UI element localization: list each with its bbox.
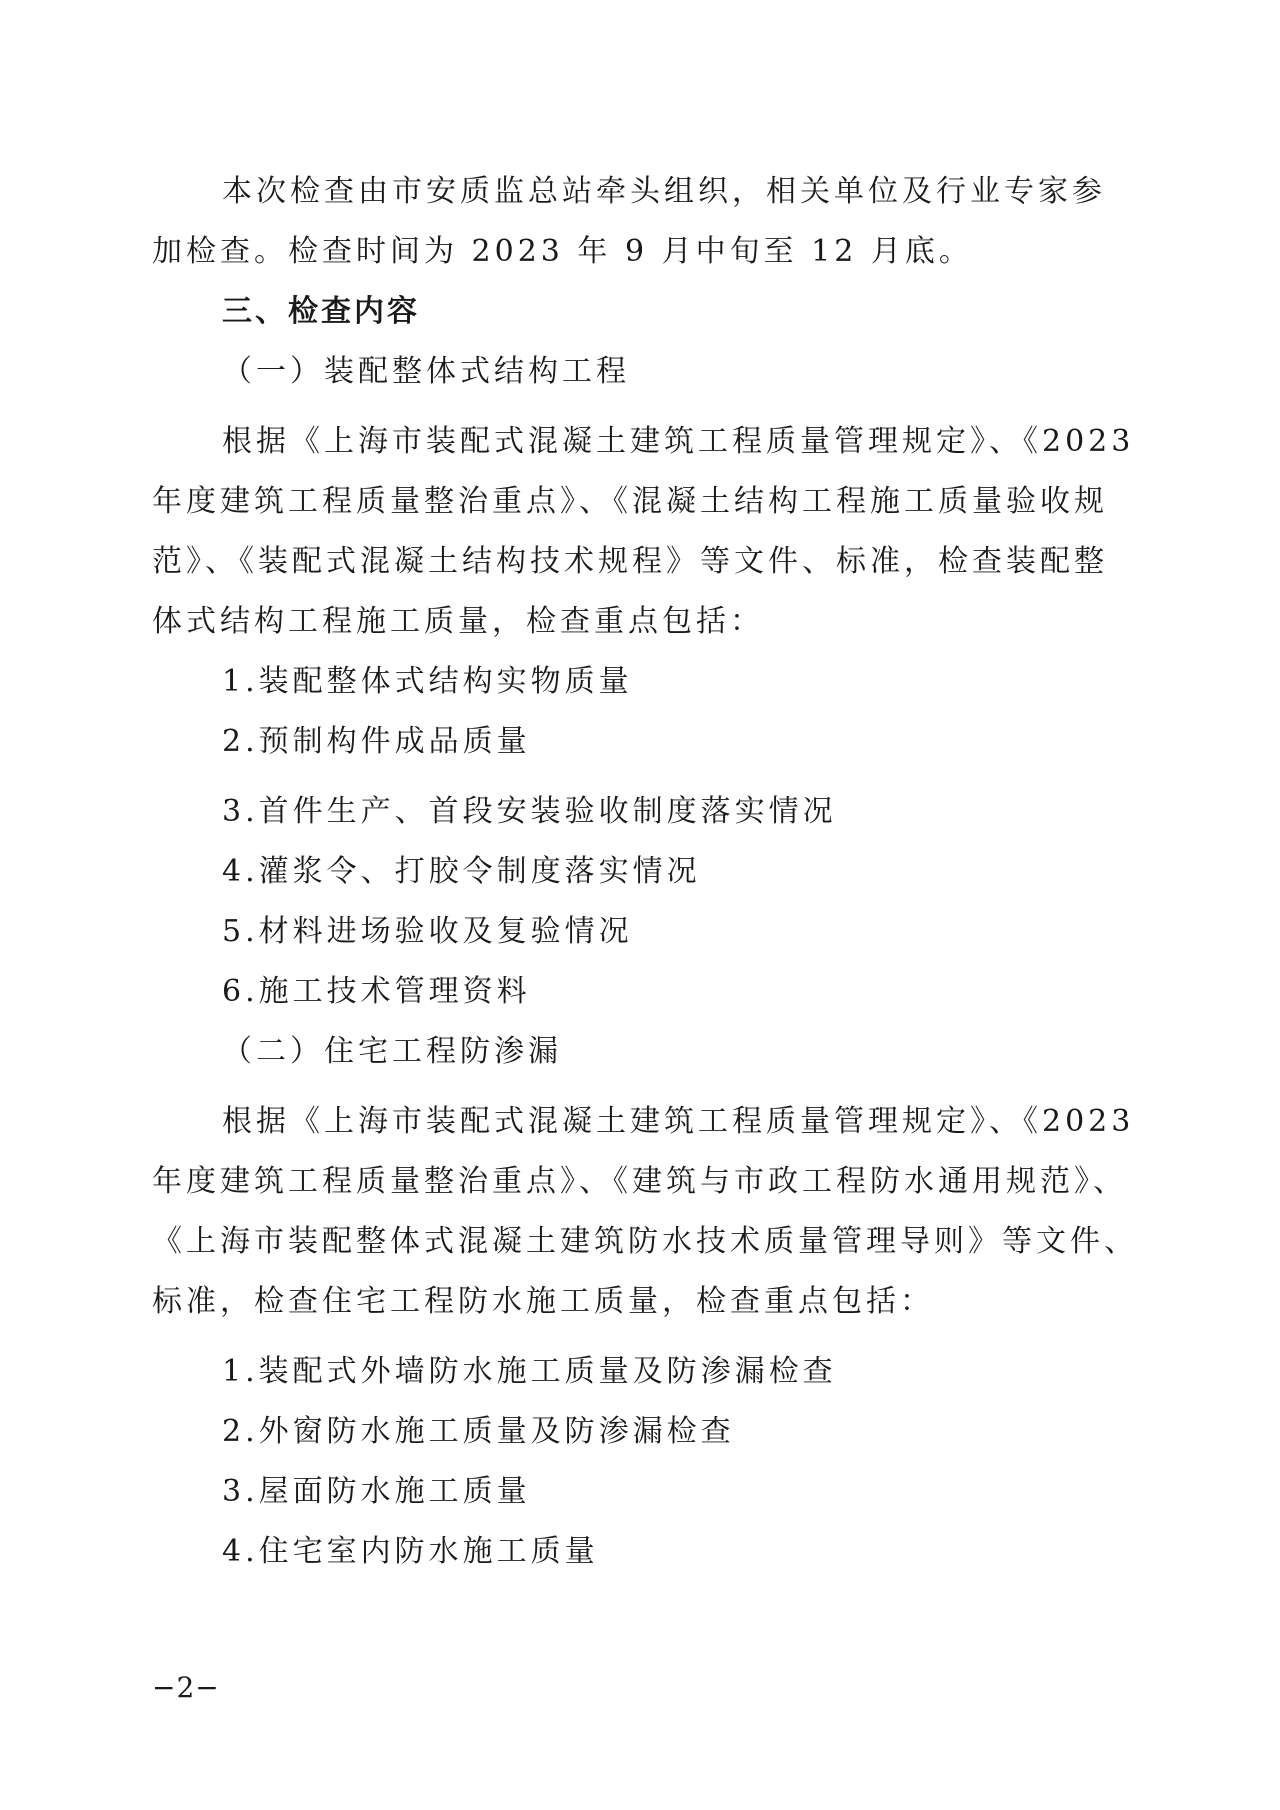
subsection-heading: （二）住宅工程防渗漏 (222, 1034, 562, 1069)
paragraph-line: 年度建筑工程质量整治重点》、《建筑与市政工程防水通用规范》、 (152, 1164, 1127, 1199)
list-item: 1.装配式外墙防水施工质量及防渗漏检查 (222, 1354, 837, 1389)
subsection-heading: （一）装配整体式结构工程 (222, 354, 630, 389)
paragraph-line: 标准，检查住宅工程防水施工质量，检查重点包括： (152, 1284, 934, 1319)
list-item: 2.外窗防水施工质量及防渗漏检查 (222, 1414, 735, 1449)
list-item: 3.首件生产、首段安装验收制度落实情况 (222, 794, 837, 829)
section-heading: 三、检查内容 (222, 294, 420, 329)
list-item: 4.灌浆令、打胶令制度落实情况 (222, 854, 701, 889)
paragraph-line: 根据《上海市装配式混凝土建筑工程质量管理规定》、《2023 (222, 1104, 1135, 1139)
paragraph-line: 加检查。检查时间为 2023 年 9 月中旬至 12 月底。 (152, 234, 973, 269)
paragraph-line: 《上海市装配整体式混凝土建筑防水技术质量管理导则》等文件、 (152, 1224, 1138, 1259)
list-item: 6.施工技术管理资料 (222, 974, 531, 1009)
paragraph-line: 根据《上海市装配式混凝土建筑工程质量管理规定》、《2023 (222, 424, 1135, 459)
paragraph-line: 本次检查由市安质监总站牵头组织，相关单位及行业专家参 (222, 174, 1106, 209)
paragraph-line: 年度建筑工程质量整治重点》、《混凝土结构工程施工质量验收规 (152, 484, 1108, 519)
list-item: 3.屋面防水施工质量 (222, 1474, 531, 1509)
list-item: 5.材料进场验收及复验情况 (222, 914, 633, 949)
list-item: 1.装配整体式结构实物质量 (222, 664, 633, 699)
paragraph-line: 范》、《装配式混凝土结构技术规程》等文件、标准，检查装配整 (152, 544, 1108, 579)
list-item: 4.住宅室内防水施工质量 (222, 1534, 599, 1569)
page-number: −2− (152, 1671, 220, 1704)
paragraph-line: 体式结构工程施工质量，检查重点包括： (152, 604, 764, 639)
list-item: 2.预制构件成品质量 (222, 724, 531, 759)
